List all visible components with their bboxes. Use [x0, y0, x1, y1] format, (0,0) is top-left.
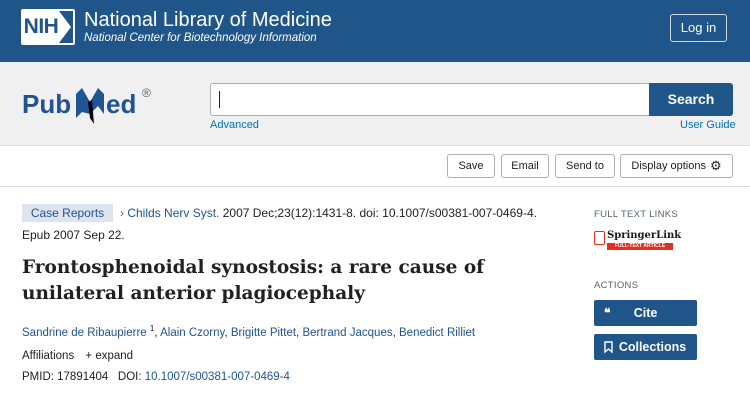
gear-icon: ⚙ — [709, 158, 722, 173]
doi-link[interactable]: 10.1007/s00381-007-0469-4 — [144, 371, 290, 383]
collections-label: Collections — [618, 340, 687, 354]
author-link[interactable]: Alain Czorny — [160, 326, 225, 339]
author-link[interactable]: Bertrand Jacques — [302, 326, 393, 339]
action-bar — [0, 146, 750, 187]
springer-tag: FULL-TEXT ARTICLE — [607, 243, 673, 250]
nlm-subtitle: National Center for Biotechnology Information — [84, 32, 317, 44]
pubmed-logo[interactable] — [22, 84, 162, 124]
citation-details: 2007 Dec;23(12):1431-8. doi: 10.1007/s00381-007-0469-4. — [222, 206, 537, 220]
expand-affiliations-toggle[interactable]: + expand — [85, 350, 134, 362]
search-button[interactable]: Search — [649, 83, 733, 116]
user-guide-link[interactable]: User Guide — [680, 119, 736, 131]
save-button[interactable]: Save — [447, 154, 495, 178]
publication-type-badge[interactable]: Case Reports — [22, 204, 113, 222]
nih-logo[interactable] — [21, 9, 75, 45]
cite-label: Cite — [633, 306, 658, 320]
affiliations-label: Affiliations — [22, 350, 75, 362]
display-options-button[interactable] — [620, 154, 733, 178]
citation — [120, 206, 537, 220]
affiliation-marker[interactable]: 1 — [149, 324, 155, 333]
text-caret — [219, 91, 220, 108]
article-title-line: Frontosphenoidal synostosis: a rare cause of — [22, 257, 485, 278]
quote-icon: ❝ — [604, 306, 611, 320]
send-to-button[interactable]: Send to — [555, 154, 615, 178]
full-text-links-heading: FULL TEXT LINKS — [594, 209, 679, 220]
pubmed-logo-right: ed — [106, 89, 137, 119]
email-button[interactable]: Email — [501, 154, 549, 178]
journal-link[interactable]: Childs Nerv Syst. — [127, 206, 220, 220]
advanced-search-link[interactable]: Advanced — [210, 119, 259, 131]
pubmed-logo-left: Pub — [22, 89, 72, 119]
nih-header — [0, 0, 750, 62]
springerlink-button[interactable] — [594, 229, 682, 251]
author-link[interactable]: Brigitte Pittet — [230, 326, 297, 339]
epub-date: Epub 2007 Sep 22. — [22, 228, 125, 242]
nlm-title[interactable]: National Library of Medicine — [84, 9, 332, 31]
springer-horse-icon — [594, 231, 605, 245]
collections-button[interactable] — [594, 334, 697, 360]
authors-list: Sandrine de Ribaupierre $^1$, Alain Czorny, Brigitte Pittet, Bertrand Jacques, Benedict Rilliet — [22, 324, 476, 339]
article-title — [22, 255, 542, 307]
affiliations-row — [22, 350, 133, 362]
springer-name: SpringerLink — [607, 230, 682, 241]
search-band — [0, 62, 750, 146]
pubmed-m-icon — [74, 84, 106, 124]
cite-button[interactable] — [594, 300, 697, 326]
identifiers-row — [22, 371, 290, 383]
author-link[interactable]: Sandrine de Ribaupierre — [22, 326, 147, 339]
search-input[interactable] — [210, 83, 650, 116]
nih-logo-text: NIH — [23, 11, 59, 43]
nih-logo-arrow-icon — [59, 11, 73, 43]
article-title-line: unilateral anterior plagiocephaly — [22, 283, 365, 304]
display-options-label: Display options — [631, 160, 706, 172]
login-button[interactable]: Log in — [670, 14, 727, 42]
doi-label: DOI: — [117, 371, 142, 383]
registered-mark: ® — [142, 86, 151, 100]
author-link[interactable]: Benedict Rilliet — [399, 326, 476, 339]
actions-heading: ACTIONS — [594, 280, 639, 291]
chevron-right-icon: › — [120, 206, 124, 220]
pmid: PMID: 17891404 — [22, 371, 109, 383]
